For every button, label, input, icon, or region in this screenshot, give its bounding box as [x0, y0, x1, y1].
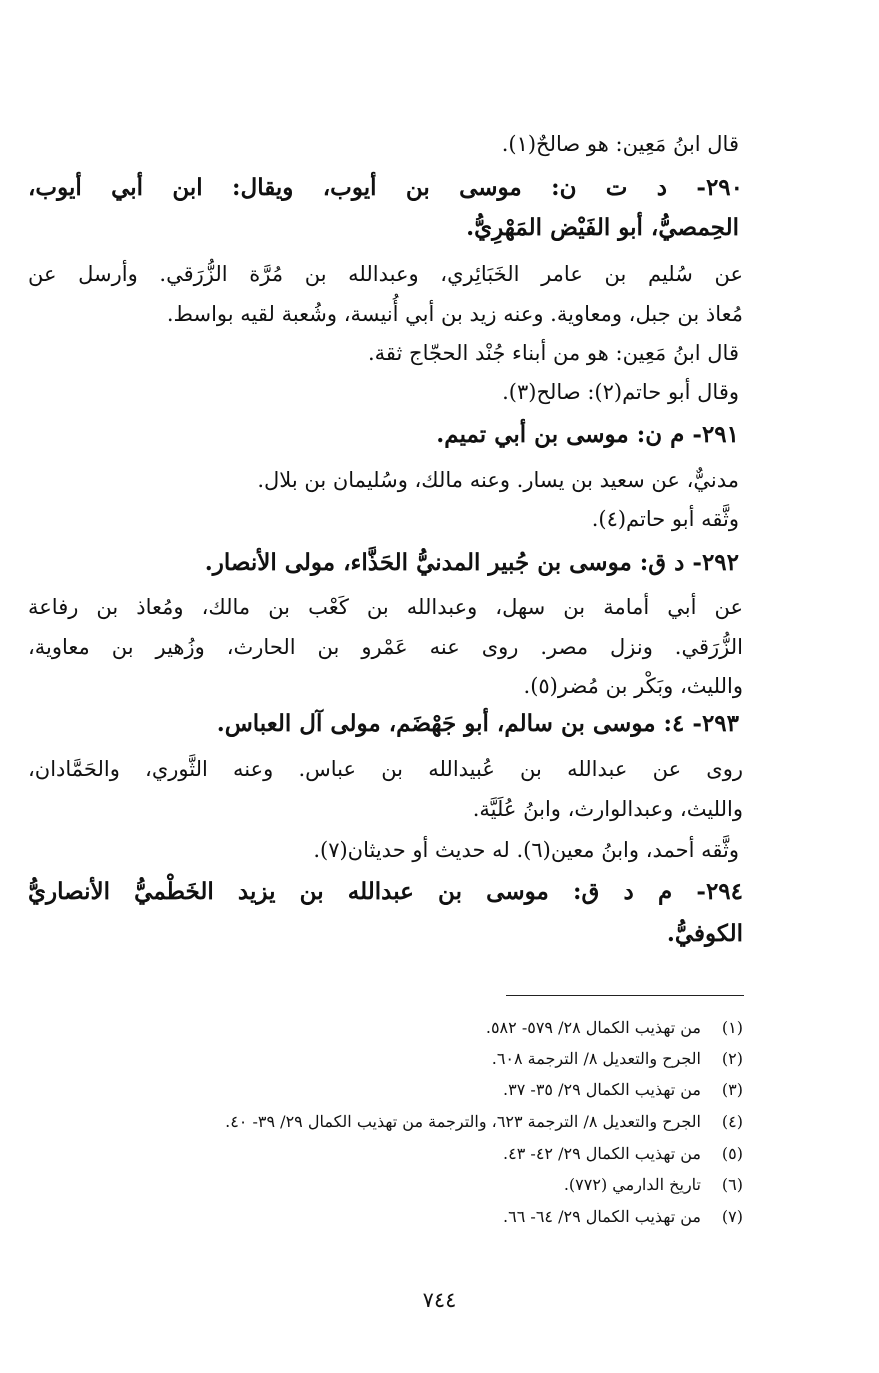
entry-heading-290: ٢٩٠- د ت ن: موسى بن أيوب، ويقال: ابن أبي أيوب، [28, 174, 743, 201]
body-line: عن سُليم بن عامر الخَبَائِري، وعبدالله بن مُرَّة الزُّرَقي. وأرسل عن [28, 262, 743, 286]
footnote-text: تاريخ الدارمي (٧٧٢). [563, 1175, 701, 1194]
footnote-text: من تهذيب الكمال ٢٩/ ٤٢- ٤٣. [503, 1144, 701, 1163]
body-line: والليث، وبَكْر بن مُضر(٥). [523, 674, 743, 698]
body-line: والليث، وعبدالوارث، وابنُ عُلَيَّة. [472, 797, 743, 821]
entry-heading-294-cont: الكوفيُّ. [666, 920, 743, 947]
footnote-separator [506, 995, 744, 996]
footnote-1 [486, 1016, 743, 1040]
body-line: وثَّقه أبو حاتم(٤). [591, 507, 739, 531]
body-line: قال ابنُ مَعِين: هو من أبناء جُنْد الحجّاج ثقة. [367, 341, 739, 365]
footnote-text: من تهذيب الكمال ٢٩/ ٦٤- ٦٦. [503, 1207, 701, 1226]
body-line: مُعاذ بن جبل، ومعاوية. وعنه زيد بن أبي أُنيسة، وشُعبة لقيه بواسط. [166, 302, 743, 326]
footnote-4 [225, 1110, 743, 1134]
body-line: روى عن عبدالله بن عُبيدالله بن عباس. وعنه الثَّوري، والحَمَّادان، [28, 757, 743, 781]
body-line: مدنيٌّ، عن سعيد بن يسار. وعنه مالك، وسُليمان بن بلال. [257, 468, 739, 492]
footnote-number: (٥) [721, 1144, 743, 1163]
footnote-5 [503, 1142, 743, 1166]
footnote-3 [503, 1078, 743, 1102]
footnote-2 [492, 1047, 743, 1071]
page-number: ٧٤٤ [422, 1288, 457, 1312]
footnote-number: (٤) [721, 1112, 743, 1131]
footnote-number: (٢) [721, 1049, 743, 1068]
entry-heading-290-cont: الحِمصيُّ، أبو الفَيْض المَهْرِيُّ. [466, 214, 739, 241]
footnote-number: (١) [721, 1018, 743, 1037]
footnote-7 [503, 1205, 743, 1229]
footnote-text: الجرح والتعديل ٨/ الترجمة ٦٢٣، والترجمة من تهذيب الكمال ٢٩/ ٣٩- ٤٠. [225, 1112, 701, 1131]
body-line: وقال أبو حاتم(٢): صالح(٣). [502, 380, 739, 404]
footnote-text: من تهذيب الكمال ٢٨/ ٥٧٩- ٥٨٢. [485, 1018, 701, 1037]
entry-heading-293: ٢٩٣- ٤: موسى بن سالم، أبو جَهْضَم، مولى آل العباس. [216, 710, 739, 737]
body-line: الزُّرَقي. ونزل مصر. روى عنه عَمْرو بن الحارث، وزُهير بن معاوية، [28, 635, 743, 659]
body-line: وثَّقه أحمد، وابنُ معين(٦). له حديث أو حديثان(٧). [313, 838, 739, 862]
body-line: عن أبي أمامة بن سهل، وعبدالله بن كَعْب بن مالك، ومُعاذ بن رفاعة [28, 595, 743, 619]
entry-heading-292: ٢٩٢- د ق: موسى بن جُبير المدنيُّ الحَذَّاء، مولى الأنصار. [204, 549, 739, 576]
body-line: قال ابنُ مَعِين: هو صالحٌ(١). [501, 132, 739, 156]
entry-heading-294: ٢٩٤- م د ق: موسى بن عبدالله بن يزيد الخَطْميُّ الأنصاريُّ [28, 878, 743, 905]
footnote-number: (٦) [721, 1175, 743, 1194]
footnote-text: الجرح والتعديل ٨/ الترجمة ٦٠٨. [491, 1049, 701, 1068]
entry-heading-291: ٢٩١- م ن: موسى بن أبي تميم. [436, 421, 739, 448]
footnote-text: من تهذيب الكمال ٢٩/ ٣٥- ٣٧. [503, 1080, 701, 1099]
footnote-number: (٧) [721, 1207, 743, 1226]
footnote-number: (٣) [721, 1080, 743, 1099]
footnote-6 [564, 1173, 743, 1197]
